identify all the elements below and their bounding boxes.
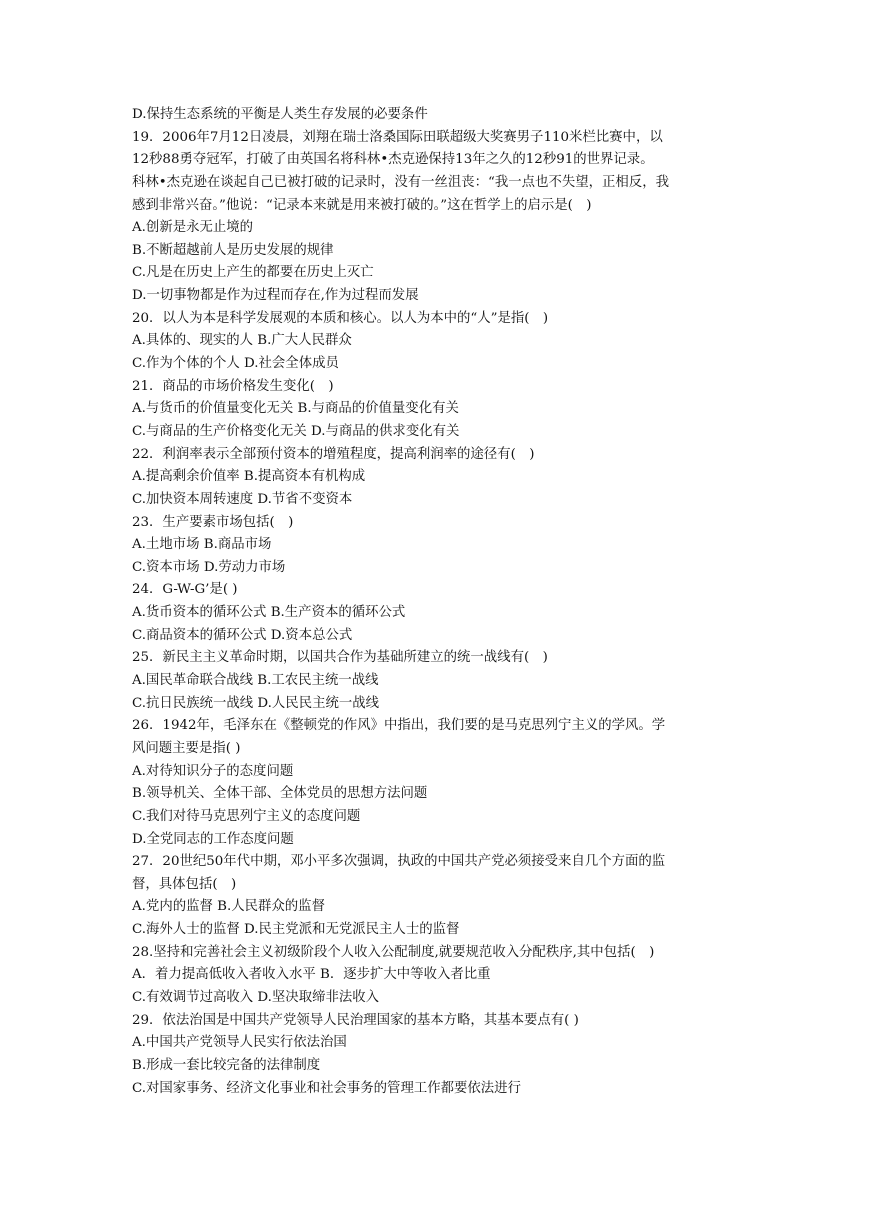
text-line: 科林•杰克逊在谈起自己已被打破的记录时，没有一丝沮丧：“我一点也不失望，正相反，我	[132, 174, 669, 190]
text-line: C.我们对待马克思列宁主义的态度问题	[132, 808, 361, 824]
text-line: D.保持生态系统的平衡是人类生存发展的必要条件	[132, 107, 428, 122]
text-line: 12秒88勇夺冠军，打破了由英国名将科林•杰克逊保持13年之久的12秒91的世界记录。	[132, 152, 654, 168]
text-line: A.创新是永无止境的	[132, 220, 254, 236]
text-line: C.加快资本周转速度 D.节省不变资本	[132, 491, 353, 507]
text-line: 风问题主要是指( )	[132, 740, 241, 756]
text-line: 20．以人为本是科学发展观的本质和核心。以人为本中的“人”是指( )	[132, 310, 549, 326]
text-line: C.作为个体的个人 D.社会全体成员	[132, 356, 339, 372]
text-line: 25．新民主主义革命时期，以国共合作为基础所建立的统一战线有( )	[132, 650, 548, 666]
document-page	[132, 104, 738, 1100]
text-line: D.全党同志的工作态度问题	[132, 831, 294, 847]
text-line: A.对待知识分子的态度问题	[132, 763, 294, 779]
text-line: A.货币资本的循环公式 B.生产资本的循环公式	[132, 605, 406, 621]
text-line: C.与商品的生产价格变化无关 D.与商品的供求变化有关	[132, 423, 460, 439]
text-line: 感到非常兴奋。”他说：“记录本来就是用来被打破的。”这在哲学上的启示是( )	[132, 197, 592, 213]
text-line: 19．2006年7月12日凌晨，刘翔在瑞士洛桑国际田联超级大奖赛男子110米栏比赛中，以	[132, 129, 663, 145]
text-line: 26．1942年，毛泽东在《整顿党的作风》中指出，我们要的是马克思列宁主义的学风。学	[132, 718, 666, 734]
text-line: D.一切事物都是作为过程而存在,作为过程而发展	[132, 288, 419, 304]
text-line: C.海外人士的监督 D.民主党派和无党派民主人士的监督	[132, 922, 460, 938]
text-line: A.提高剩余价值率 B.提高资本有机构成	[132, 469, 366, 485]
text-line: C.对国家事务、经济文化事业和社会事务的管理工作都要依法进行	[132, 1080, 521, 1096]
text-line: 24．G-W-G’是( )	[132, 582, 238, 598]
text-line: 督，具体包括( )	[132, 876, 237, 892]
text-line: A.党内的监督 B.人民群众的监督	[132, 899, 325, 915]
text-line: 23．生产要素市场包括( )	[132, 514, 294, 530]
text-line: B.不断超越前人是历史发展的规律	[132, 242, 334, 258]
text-line: C.资本市场 D.劳动力市场	[132, 559, 286, 575]
text-line: 22．利润率表示全部预付资本的增殖程度，提高利润率的途径有( )	[132, 446, 535, 462]
text-line: B.领导机关、全体干部、全体党员的思想方法问题	[132, 786, 428, 802]
text-line: 21．商品的市场价格发生变化( )	[132, 378, 334, 394]
text-line: C.抗日民族统一战线 D.人民民主统一战线	[132, 695, 380, 711]
text-line: A．着力提高低收入者收入水平 B．逐步扩大中等收入者比重	[132, 967, 491, 983]
text-line: B.形成一套比较完备的法律制度	[132, 1057, 321, 1073]
text-line: C.凡是在历史上产生的都要在历史上灭亡	[132, 265, 374, 281]
text-line: C.有效调节过高收入 D.坚决取缔非法收入	[132, 989, 380, 1005]
text-line: A.土地市场 B.商品市场	[132, 537, 272, 553]
text-line: C.商品资本的循环公式 D.资本总公式	[132, 627, 353, 643]
text-line: 27．20世纪50年代中期，邓小平多次强调，执政的中国共产党必须接受来自几个方面的监	[132, 854, 666, 870]
text-line: 28.坚持和完善社会主义初级阶段个人收入公配制度,就要规范收入分配秩序,其中包括( )	[132, 944, 655, 960]
text-line: A.具体的、现实的人 B.广大人民群众	[132, 333, 352, 349]
text-line: A.与货币的价值量变化无关 B.与商品的价值量变化有关	[132, 401, 459, 417]
text-line: 29．依法治国是中国共产党领导人民治理国家的基本方略，其基本要点有( )	[132, 1012, 579, 1028]
text-line: A.中国共产党领导人民实行依法治国	[132, 1035, 347, 1051]
text-line: A.国民革命联合战线 B.工农民主统一战线	[132, 673, 379, 689]
